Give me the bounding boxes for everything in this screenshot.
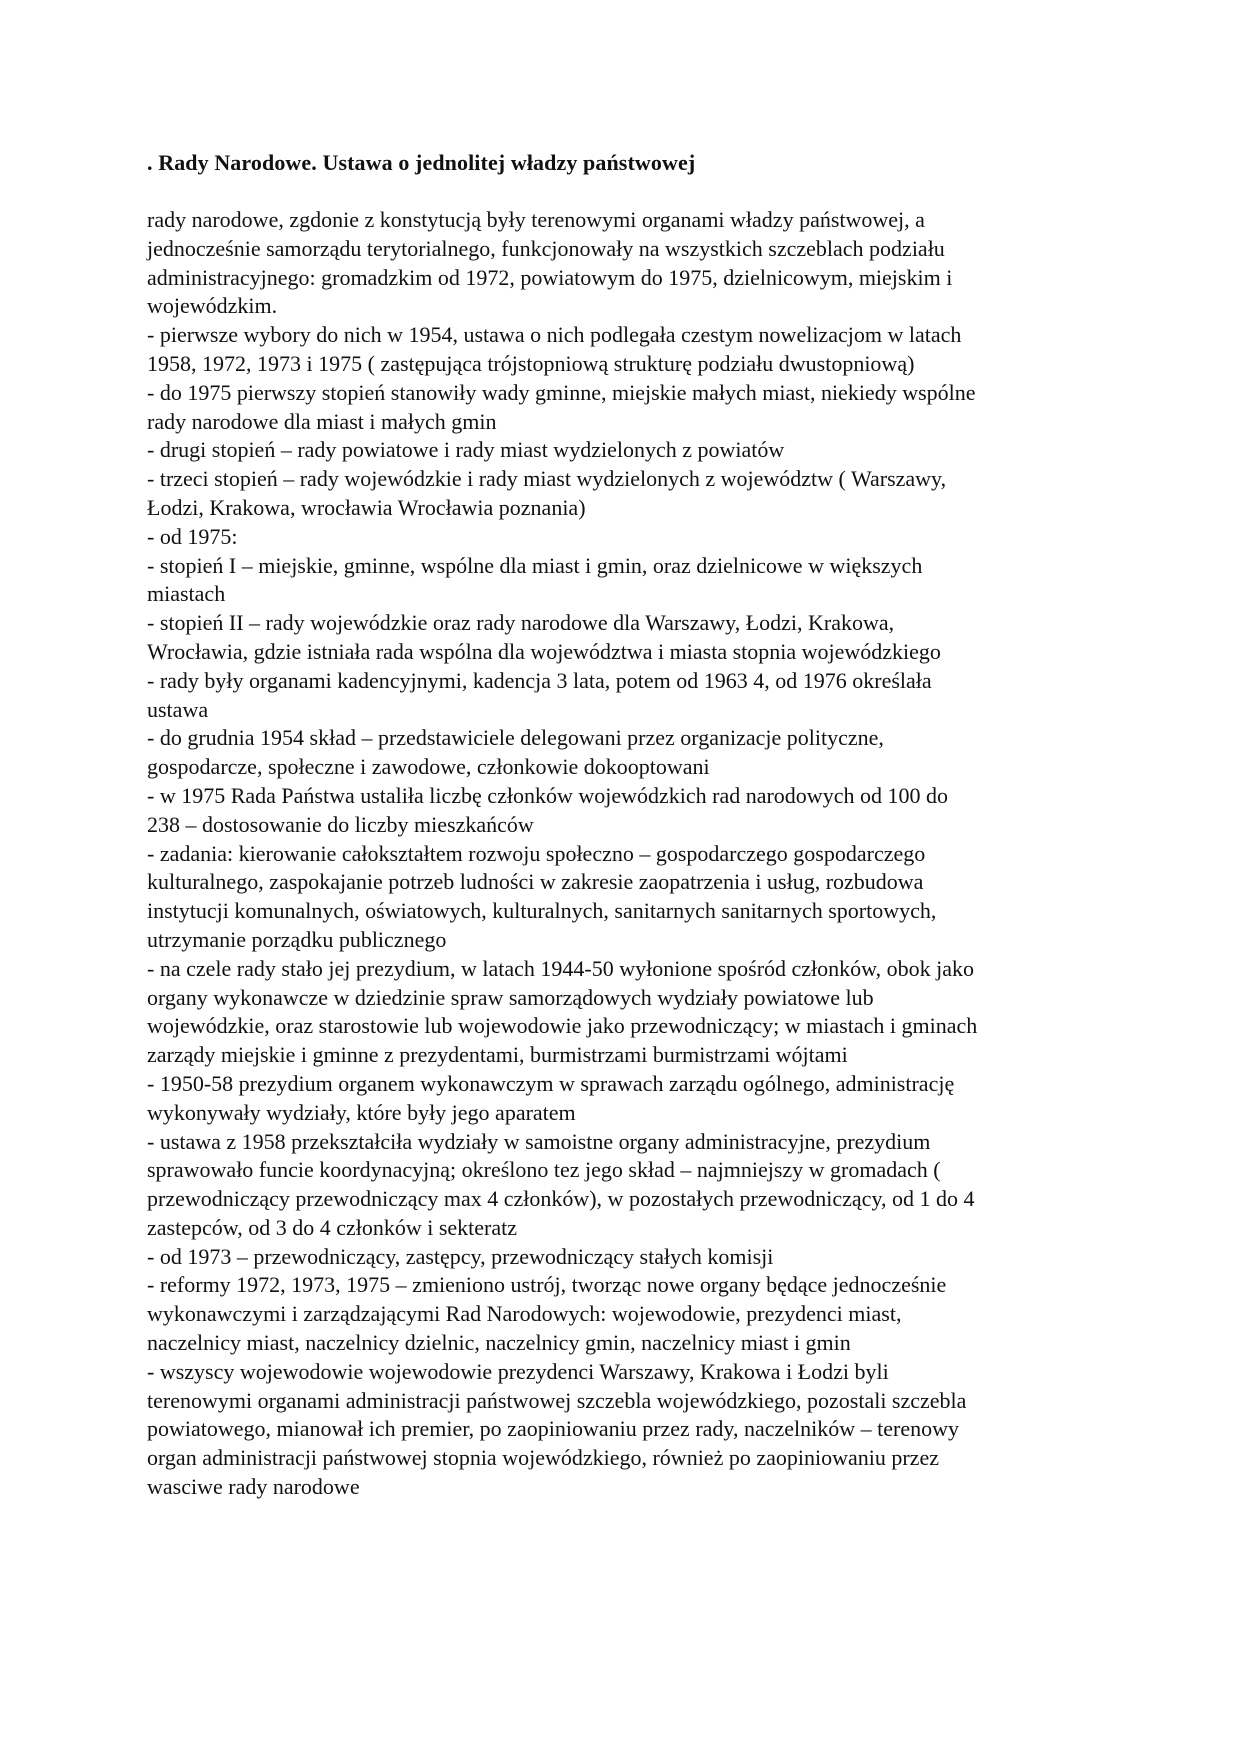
text-line: wasciwe rady narodowe [147,1474,360,1500]
text-line: - drugi stopień – rady powiatowe i rady miast wydzielonych z powiatów [147,437,785,463]
text-line: rady narodowe dla miast i małych gmin [147,408,497,434]
text-line: - do grudnia 1954 skład – przedstawiciele delegowani przez organizacje polityczne, [147,725,884,751]
text-line: - wszyscy wojewodowie wojewodowie prezydenci Warszawy, Krakowa i Łodzi byli [147,1358,889,1384]
text-line: rady narodowe, zgdonie z konstytucją były terenowymi organami władzy państwowej, a [147,207,925,232]
text-line: jednocześnie samorządu terytorialnego, funkcjonowały na wszystkich szczeblach podziału [147,235,945,261]
text-line: - od 1973 – przewodniczący, zastępcy, przewodniczący stałych komisji [147,1243,774,1269]
text-line: - rady były organami kadencyjnymi, kadencja 3 lata, potem od 1963 4, od 1976 określała [147,667,932,693]
text-line: - reformy 1972, 1973, 1975 – zmieniono ustrój, tworząc nowe organy będące jednocześnie [147,1272,947,1298]
text-line: - stopień II – rady wojewódzkie oraz rady narodowe dla Warszawy, Łodzi, Krakowa, [147,610,895,636]
text-line: wykonywały wydziały, które były jego aparatem [147,1099,576,1125]
text-line: naczelnicy miast, naczelnicy dzielnic, naczelnicy gmin, naczelnicy miast i gmin [147,1330,851,1356]
text-line: organ administracji państwowej stopnia wojewódzkiego, również po zaopiniowaniu przez [147,1445,939,1471]
text-line: ustawa [147,696,209,722]
document-title: . Rady Narodowe. Ustawa o jednolitej władzy państwowej [147,150,696,175]
text-line: kulturalnego, zaspokajanie potrzeb ludności w zakresie zaopatrzenia i usług, rozbudowa [147,869,924,895]
text-line: instytucji komunalnych, oświatowych, kulturalnych, sanitarnych sanitarnych sportowych, [147,898,937,924]
text-line: Wrocławia, gdzie istniała rada wspólna dla województwa i miasta stopnia wojewódzkiego [147,638,941,664]
text-line: zarządy miejskie i gminne z prezydentami, burmistrzami burmistrzami wójtami [147,1042,848,1068]
text-line: - pierwsze wybory do nich w 1954, ustawa o nich podlegała czestym nowelizacjom w latach [147,322,962,348]
text-line: gospodarcze, społeczne i zawodowe, członkowie dokooptowani [147,754,710,780]
text-line: 1958, 1972, 1973 i 1975 ( zastępująca trójstopniową strukturę podziału dwustopniową) [147,350,915,376]
text-line: 238 – dostosowanie do liczby mieszkańców [147,811,534,837]
text-line: utrzymanie porządku publicznego [147,926,447,952]
text-line: miastach [147,581,226,607]
text-line: - w 1975 Rada Państwa ustaliła liczbę członków wojewódzkich rad narodowych od 100 do [147,782,948,808]
text-line: - zadania: kierowanie całokształtem rozwoju społeczno – gospodarczego gospodarczego [147,840,926,866]
text-line: powiatowego, mianował ich premier, po zaopiniowaniu przez rady, naczelników – terenowy [147,1416,960,1442]
text-line: wojewódzkim. [147,293,278,319]
text-line: Łodzi, Krakowa, wrocławia Wrocławia poznania) [147,494,586,520]
text-line: - trzeci stopień – rady wojewódzkie i rady miast wydzielonych z województw ( Warszawy, [147,466,947,492]
text-line: organy wykonawcze w dziedzinie spraw samorządowych wydziały powiatowe lub [147,984,874,1010]
text-line: - ustawa z 1958 przekształciła wydziały w samoistne organy administracyjne, prezydium [147,1128,931,1154]
text-line: - do 1975 pierwszy stopień stanowiły wady gminne, miejskie małych miast, niekiedy wspólne [147,379,976,405]
text-line: przewodniczący przewodniczący max 4 członków), w pozostałych przewodniczący, od 1 do 4 [147,1186,975,1212]
text-line: sprawowało funcie koordynacyjną; określono tez jego skład – najmniejszy w gromadach ( [147,1157,941,1183]
text-line: - stopień I – miejskie, gminne, wspólne dla miast i gmin, oraz dzielnicowe w większych [147,552,923,578]
text-line: wykonawczymi i zarządzającymi Rad Narodowych: wojewodowie, prezydenci miast, [147,1301,902,1327]
document-content [147,148,1097,1502]
text-line: wojewódzkie, oraz starostowie lub wojewodowie jako przewodniczący; w miastach i gminach [147,1013,978,1039]
text-line: terenowymi organami administracji państwowej szczebla wojewódzkiego, pozostali szczebla [147,1387,967,1413]
text-line: - na czele rady stało jej prezydium, w latach 1944-50 wyłonione spośród członków, obok jako [147,955,975,981]
document-body [147,206,1097,1502]
text-line: - 1950-58 prezydium organem wykonawczym w sprawach zarządu ogólnego, administrację [147,1070,955,1096]
text-line: zastepców, od 3 do 4 członków i sekteratz [147,1214,518,1240]
text-line: administracyjnego: gromadzkim od 1972, powiatowym do 1975, dzielnicowym, miejskim i [147,264,953,290]
text-line: - od 1975: [147,523,238,549]
